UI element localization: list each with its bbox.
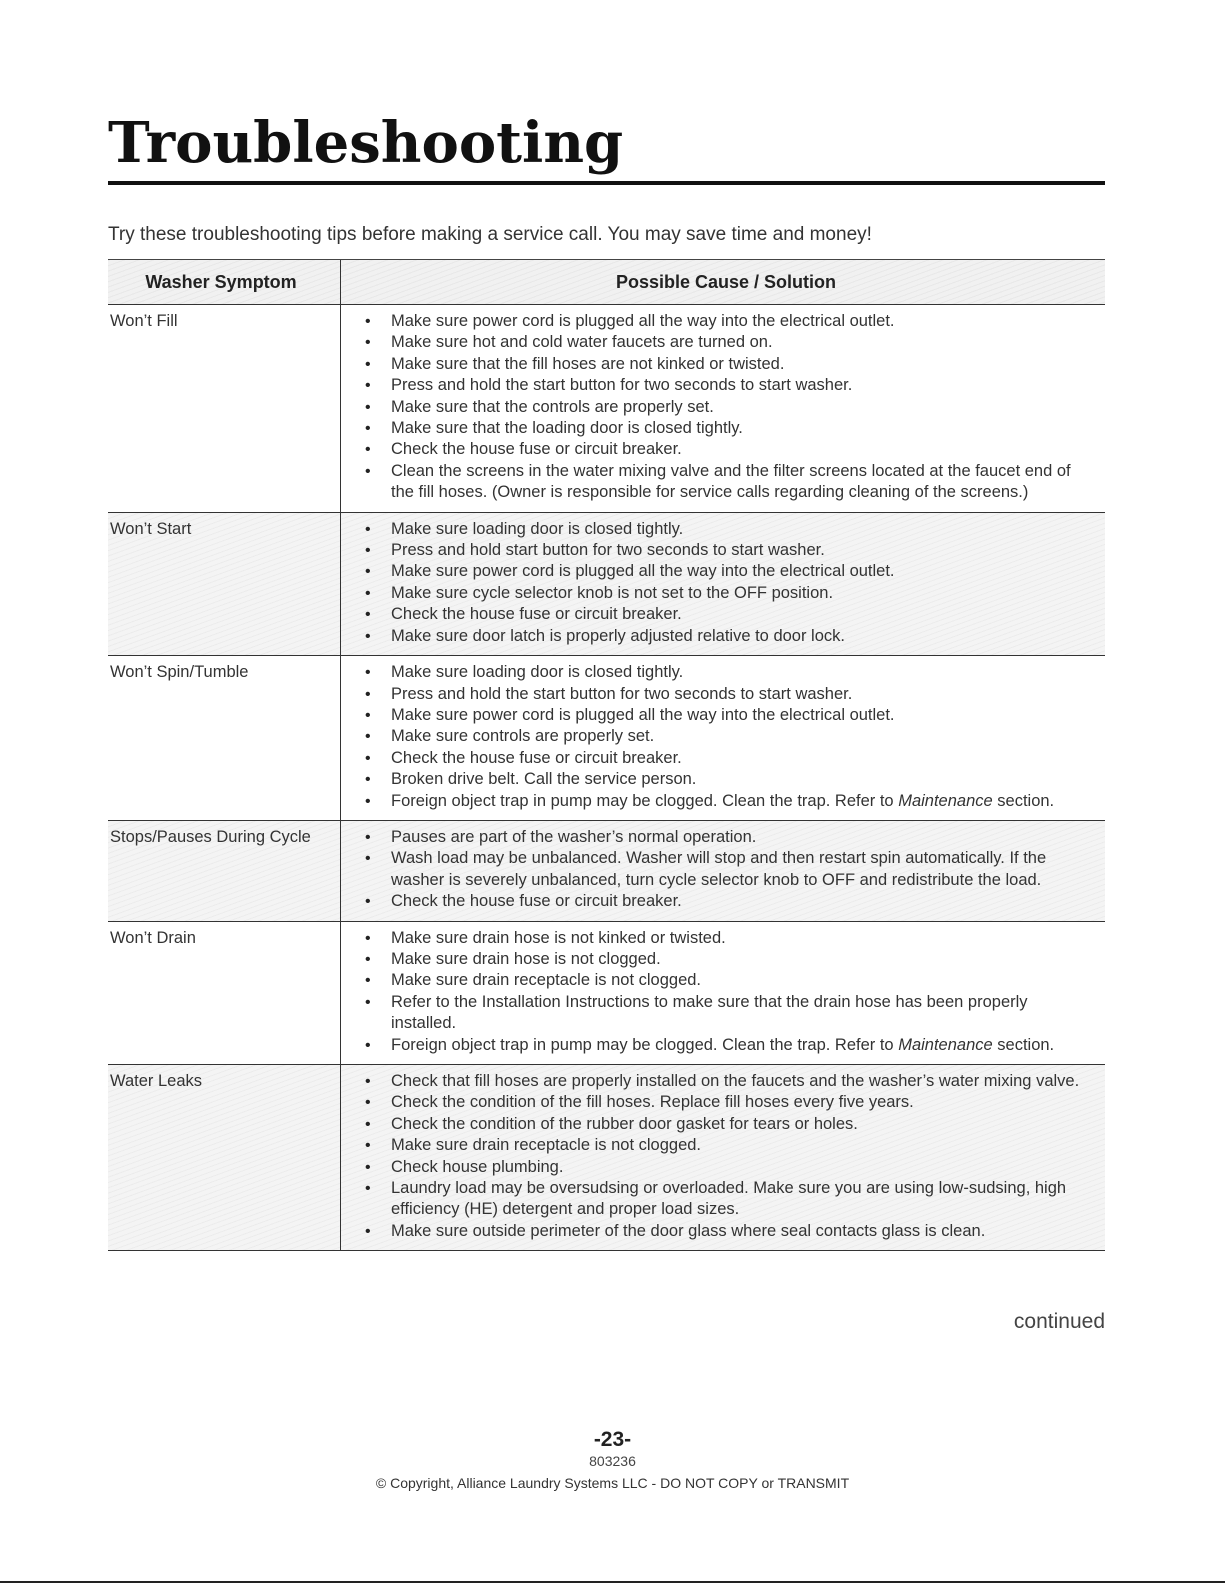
cause-item [361,1221,1091,1242]
bullet-icon: • [365,462,371,480]
cause-text: Check house plumbing. [391,1157,564,1176]
cause-text: Make sure power cord is plugged all the way into the electrical outlet. [391,705,895,724]
symptom-cell [108,1065,341,1250]
cause-text: Foreign object trap in pump may be clogged. Clean the trap. Refer to Maintenance section. [391,791,1055,810]
cause-item [361,726,1091,747]
cause-text: Make sure outside perimeter of the door glass where seal contacts glass is clean. [391,1221,986,1240]
cause-list [361,311,1091,504]
symptom-label: Water Leaks [110,1072,203,1090]
cause-text: Check the house fuse or circuit breaker. [391,440,682,459]
table-row [108,1065,1105,1251]
cause-text: Make sure door latch is properly adjusted relative to door lock. [391,626,845,645]
bullet-icon: • [365,685,371,703]
cause-item [361,949,1091,970]
cause-text: Check the house fuse or circuit breaker. [391,748,682,767]
cause-item [361,970,1091,991]
bullet-icon: • [365,441,371,459]
cause-item [361,705,1091,726]
cause-text: Check the condition of the fill hoses. Replace fill hoses every five years. [391,1093,914,1112]
cause-list [361,519,1091,647]
bullet-icon: • [365,334,371,352]
cause-item [361,375,1091,396]
document-number: 803236 [589,1453,636,1469]
bullet-icon: • [365,929,371,947]
bullet-icon: • [365,993,371,1011]
cause-item [361,891,1091,912]
cause-item [361,604,1091,625]
symptom-label: Won’t Drain [110,928,196,947]
symptom-cell [108,922,341,1064]
bullet-icon: • [365,749,371,767]
symptom-label: Won’t Spin/Tumble [110,663,249,682]
cause-text: Clean the screens in the water mixing valve and the filter screens located at the faucet end of the fill hoses. (Owner is responsible for service calls regarding cleaning of the screens.) [391,461,1071,502]
cause-item [361,791,1091,812]
cause-list [361,928,1091,1056]
solution-cell [341,1065,1105,1250]
cause-text: Press and hold start button for two seconds to start washer. [391,541,825,560]
cause-text: Make sure power cord is plugged all the way into the electrical outlet. [391,562,895,581]
maintenance-reference: Maintenance [898,791,993,810]
table-row [108,656,1105,821]
bullet-icon: • [365,972,371,990]
cause-item [361,418,1091,439]
solution-cell [341,821,1105,921]
cause-item [361,1135,1091,1156]
cause-text: Make sure that the loading door is closed tightly. [391,419,743,438]
header-solution: Possible Cause / Solution [615,271,837,292]
cause-text: Check the condition of the rubber door gasket for tears or holes. [391,1114,858,1133]
cause-item [361,1178,1091,1221]
maintenance-reference: Maintenance [898,1035,993,1054]
copyright-notice: © Copyright, Alliance Laundry Systems LLC - DO NOT COPY or TRANSMIT [375,1475,850,1491]
cause-text: Check that fill hoses are properly installed on the faucets and the washer’s water mixing valve. [391,1072,1080,1090]
cause-item [361,561,1091,582]
cause-item [361,626,1091,647]
bullet-icon: • [365,828,371,846]
cause-item [361,748,1091,769]
cause-text: Make sure drain hose is not clogged. [391,949,661,968]
cause-text: Make sure controls are properly set. [391,727,655,746]
solution-cell [341,922,1105,1064]
cause-text: Pauses are part of the washer’s normal operation. [391,827,757,846]
cause-item [361,354,1091,375]
table-row [108,513,1105,656]
cause-text: Foreign object trap in pump may be clogged. Clean the trap. Refer to Maintenance section. [391,1035,1055,1054]
bullet-icon: • [365,1222,371,1240]
cause-list [361,1071,1091,1242]
cause-item [361,1157,1091,1178]
table-row [108,922,1105,1065]
header-cell-symptom [108,260,341,305]
cause-item [361,1092,1091,1113]
bullet-icon: • [365,771,371,789]
symptom-cell [108,305,341,512]
cause-text: Make sure drain hose is not kinked or twisted. [391,928,726,947]
symptom-cell [108,656,341,820]
bullet-icon: • [365,1137,371,1155]
cause-item [361,540,1091,561]
cause-item [361,332,1091,353]
cause-text: Wash load may be unbalanced. Washer will stop and then restart spin automatically. If the washer is severely unbalanced, turn cycle selector knob to OFF and redistribute the load. [391,849,1047,889]
bullet-icon: • [365,664,371,682]
cause-text: Make sure cycle selector knob is not set to the OFF position. [391,583,834,602]
cause-item [361,519,1091,540]
cause-item [361,311,1091,332]
solution-cell [341,513,1105,655]
cause-item [361,992,1091,1035]
cause-text: Check the house fuse or circuit breaker. [391,605,682,624]
cause-item [361,1071,1091,1092]
table-body [108,305,1105,1251]
bullet-icon: • [365,542,371,560]
cause-text: Refer to the Installation Instructions to make sure that the drain hose has been properly installed. [391,992,1028,1033]
cause-text: Make sure drain receptacle is not clogged. [391,1136,702,1155]
cause-text: Laundry load may be oversudsing or overloaded. Make sure you are using low-sudsing, high efficiency (HE) detergent and proper load sizes. [391,1179,1067,1219]
intro-text: Try these troubleshooting tips before making a service call. You may save time and money! [108,224,872,245]
page-title: Troubleshooting [108,110,624,176]
bullet-icon: • [365,398,371,416]
bullet-icon: • [365,950,371,968]
header-symptom: Washer Symptom [145,271,297,292]
bullet-icon: • [365,355,371,373]
cause-text: Make sure hot and cold water faucets are turned on. [391,333,773,352]
cause-text: Make sure loading door is closed tightly. [391,663,684,682]
cause-item [361,583,1091,604]
table-row [108,305,1105,513]
symptom-label: Won’t Fill [110,312,178,330]
cause-item [361,928,1091,949]
cause-text: Press and hold the start button for two seconds to start washer. [391,684,853,703]
page-number: -23- [593,1428,632,1451]
bullet-icon: • [365,893,371,911]
bullet-icon: • [365,1094,371,1112]
symptom-cell [108,821,341,921]
cause-text: Make sure power cord is plugged all the way into the electrical outlet. [391,312,895,330]
bullet-icon: • [365,606,371,624]
bullet-icon: • [365,706,371,724]
bullet-icon: • [365,728,371,746]
page-bottom-rule [0,1581,1225,1583]
cause-item [361,662,1091,683]
bullet-icon: • [365,850,371,868]
bullet-icon: • [365,584,371,602]
bullet-icon: • [365,627,371,645]
cause-item [361,769,1091,790]
bullet-icon: • [365,1073,371,1090]
cause-item [361,397,1091,418]
title-underline [108,181,1105,185]
cause-item [361,827,1091,848]
bullet-icon: • [365,563,371,581]
cause-text: Press and hold the start button for two seconds to start washer. [391,376,853,395]
bullet-icon: • [365,792,371,810]
cause-item [361,461,1091,504]
cause-text: Make sure loading door is closed tightly. [391,519,684,538]
cause-text: Make sure that the fill hoses are not kinked or twisted. [391,354,785,373]
cause-item [361,1035,1091,1056]
troubleshooting-table [108,259,1105,1251]
cause-text: Make sure drain receptacle is not clogged. [391,971,702,990]
cause-text: Broken drive belt. Call the service person. [391,770,697,789]
bullet-icon: • [365,1180,371,1198]
cause-item [361,848,1091,891]
bullet-icon: • [365,1036,371,1054]
bullet-icon: • [365,377,371,395]
continued-label: continued [1013,1310,1105,1333]
cause-text: Check the house fuse or circuit breaker. [391,892,682,911]
table-row [108,821,1105,922]
symptom-label: Stops/Pauses During Cycle [110,827,311,846]
solution-cell [341,656,1105,820]
bullet-icon: • [365,420,371,438]
table-header-row [108,260,1105,305]
header-cell-solution [341,260,1105,305]
cause-item [361,1114,1091,1135]
symptom-label: Won’t Start [110,519,192,538]
bullet-icon: • [365,520,371,538]
bullet-icon: • [365,313,371,330]
cause-item [361,684,1091,705]
bullet-icon: • [365,1115,371,1133]
solution-cell [341,305,1105,512]
bullet-icon: • [365,1158,371,1176]
cause-text: Make sure that the controls are properly set. [391,397,714,416]
cause-item [361,439,1091,460]
cause-list [361,827,1091,913]
cause-list [361,662,1091,812]
symptom-cell [108,513,341,655]
